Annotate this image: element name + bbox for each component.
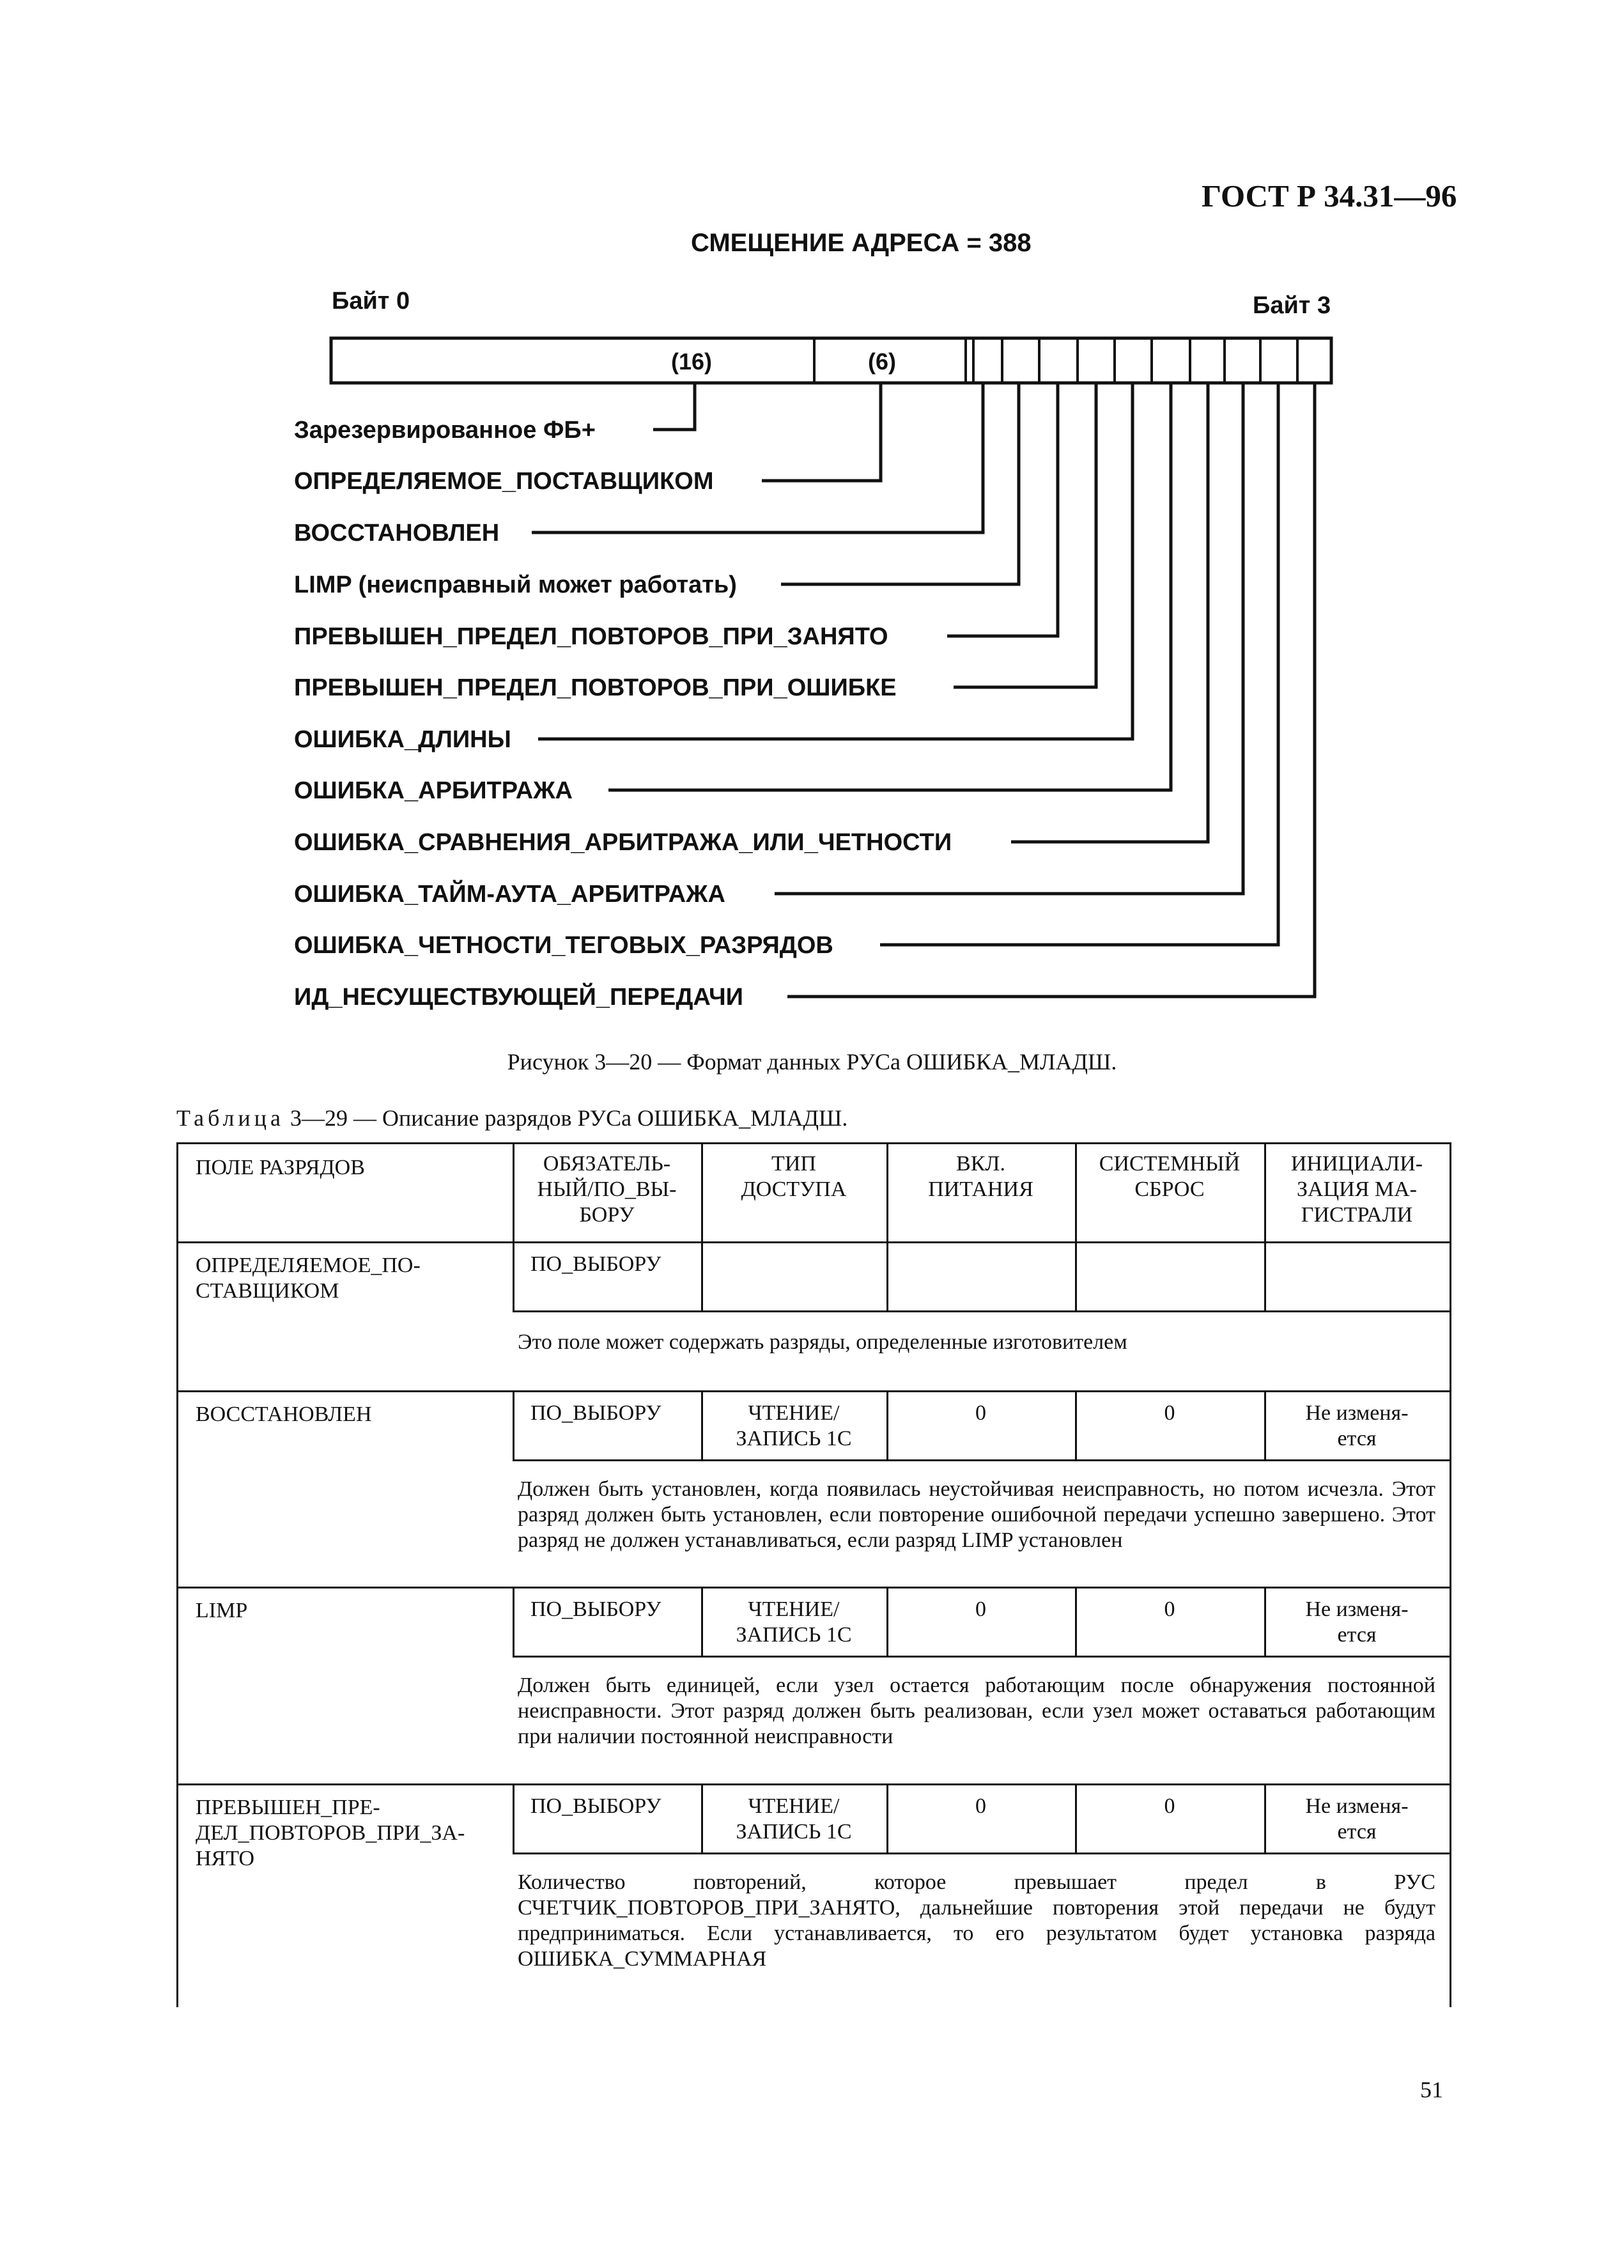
table-rule: [1450, 1142, 1451, 1241]
table-rule: [886, 1241, 888, 1310]
row-required: ПО_ВЫБОРУ: [530, 1597, 661, 1621]
leader-line: [954, 383, 1096, 687]
table-rule: [513, 1852, 1450, 1854]
row-access-type: ЧТЕНИЕ/ ЗАПИСЬ 1С: [736, 1597, 852, 1647]
document-code: ГОСТ Р 34.31—96: [1202, 178, 1457, 214]
table-rule: [513, 1310, 1450, 1312]
table-rule: [176, 1241, 178, 1390]
byte-0-label: Байт 0: [332, 288, 410, 315]
leader-line: [653, 383, 695, 430]
table-rule: [176, 1142, 178, 1241]
leader-line: [947, 383, 1058, 636]
figure-title: СМЕЩЕНИЕ АДРЕСА = 388: [691, 229, 1032, 257]
table-rule: [701, 1241, 703, 1310]
leader-line: [532, 383, 983, 532]
table-rule: [176, 1390, 178, 1587]
row-field-name: ОПРЕДЕЛЯЕМОЕ_ПО- СТАВЩИКОМ: [196, 1254, 421, 1303]
table-caption-word: Таблица: [176, 1105, 284, 1131]
row-power-on: 0: [975, 1794, 986, 1818]
table-rule: [176, 1142, 1450, 1144]
table-rule: [513, 1783, 514, 1852]
header-required: ОБЯЗАТЕЛЬ- НЫЙ/ПО_ВЫ- БОРУ: [537, 1152, 677, 1227]
row-system-reset: 0: [1164, 1794, 1175, 1818]
row-description: Это поле может содержать разряды, определенные изготовителем: [518, 1330, 1127, 1354]
row-system-reset: 0: [1164, 1597, 1175, 1621]
register-box: [331, 338, 1331, 383]
field-label: ОШИБКА_ДЛИНЫ: [294, 726, 511, 753]
row-description: Должен быть единицей, если узел остается работающим после обнаружения постоянной неисправности. Этот разряд должен быть реализован, если узел может оставаться работающим при наличии постоянной неисправности: [518, 1674, 1435, 1748]
table-rule: [513, 1459, 1450, 1461]
field-label: ВОССТАНОВЛЕН: [294, 520, 500, 547]
table-rule: [1450, 1390, 1451, 1459]
table-rule: [513, 1656, 1450, 1658]
row-system-reset: 0: [1164, 1401, 1175, 1425]
table-rule: [176, 1587, 1450, 1588]
header-power: ВКЛ. ПИТАНИЯ: [928, 1152, 1033, 1201]
header-reset: СИСТЕМНЫЙ СБРОС: [1099, 1152, 1241, 1201]
field-label: ПРЕВЫШЕН_ПРЕДЕЛ_ПОВТОРОВ_ПРИ_ЗАНЯТО: [294, 623, 888, 650]
row-field-name: LIMP: [196, 1599, 248, 1622]
field-label: ОШИБКА_ЧЕТНОСТИ_ТЕГОВЫХ_РАЗРЯДОВ: [294, 932, 833, 959]
field-label: ОШИБКА_ТАЙМ-АУТА_АРБИТРАЖА: [294, 881, 725, 908]
field-label: LIMP (неисправный может работать): [294, 571, 737, 598]
figure-caption: Рисунок 3—20 — Формат данных РУСа ОШИБКА_МЛАДШ.: [507, 1049, 1117, 1075]
field-label: ОПРЕДЕЛЯЕМОЕ_ПОСТАВЩИКОМ: [294, 468, 714, 495]
field-width-16: (16): [671, 348, 713, 375]
row-field-name: ВОССТАНОВЛЕН: [196, 1402, 372, 1426]
table-rule: [176, 1783, 1450, 1785]
field-label: ОШИБКА_СРАВНЕНИЯ_АРБИТРАЖА_ИЛИ_ЧЕТНОСТИ: [294, 829, 952, 856]
row-power-on: 0: [975, 1597, 986, 1621]
table-rule: [1450, 1241, 1451, 1310]
header-bus-init: ИНИЦИАЛИ- ЗАЦИЯ МА- ГИСТРАЛИ: [1290, 1152, 1423, 1227]
table-rule: [176, 1241, 1450, 1243]
table-rule: [176, 1390, 1450, 1392]
table-caption: [176, 1105, 847, 1131]
table-rule: [1450, 1587, 1451, 1656]
table-rule: [513, 1587, 514, 1656]
field-label: ИД_НЕСУЩЕСТВУЮЩЕЙ_ПЕРЕДАЧИ: [294, 984, 743, 1011]
table-rule: [513, 1390, 514, 1459]
field-width-6: (6): [868, 348, 896, 375]
register-format-diagram: [0, 0, 1624, 1036]
table-rule: [176, 1587, 178, 1783]
row-required: ПО_ВЫБОРУ: [530, 1401, 661, 1425]
header-access: ТИП ДОСТУПА: [741, 1152, 847, 1201]
leader-line: [880, 383, 1278, 945]
row-required: ПО_ВЫБОРУ: [530, 1794, 661, 1818]
row-power-on: 0: [975, 1401, 986, 1425]
row-bus-init: Не изменя- ется: [1305, 1794, 1409, 1844]
row-required: ПО_ВЫБОРУ: [530, 1252, 661, 1276]
table-rule: [513, 1241, 514, 1310]
page-number: 51: [1420, 2077, 1443, 2102]
row-access-type: ЧТЕНИЕ/ ЗАПИСЬ 1С: [736, 1794, 852, 1844]
row-field-name: ПРЕВЫШЕН_ПРЕ- ДЕЛ_ПОВТОРОВ_ПРИ_ЗА- НЯТО: [196, 1796, 465, 1870]
table-rule: [1450, 1783, 1451, 1852]
field-label: ПРЕВЫШЕН_ПРЕДЕЛ_ПОВТОРОВ_ПРИ_ОШИБКЕ: [294, 674, 897, 701]
byte-3-label: Байт 3: [1253, 292, 1331, 319]
row-description: Количество повторений, которое превышает предел в РУС СЧЕТЧИК_ПОВТОРОВ_ПРИ_ЗАНЯТО, дальнейшие повторения этой передачи не будут предприниматься. Если устанавливается, то его результатом будет установка разряда ОШИБКА_СУММАРНАЯ: [518, 1870, 1435, 1971]
field-label: ОШИБКА_АРБИТРАЖА: [294, 777, 573, 804]
row-access-type: ЧТЕНИЕ/ ЗАПИСЬ 1С: [736, 1401, 852, 1450]
table-rule: [1075, 1241, 1077, 1310]
leader-line: [762, 383, 881, 481]
row-description: Должен быть установлен, когда появилась неустойчивая неисправность, но потом исчезла. Этот разряд должен быть установлен, если повторение ошибочной передачи успешно завершено. Этот разряд не должен устанавливаться, если разряд LIMP установлен: [518, 1477, 1435, 1552]
row-bus-init: Не изменя- ется: [1305, 1401, 1409, 1450]
header-field: ПОЛЕ РАЗРЯДОВ: [196, 1156, 365, 1179]
table-caption-text: 3—29 — Описание разрядов РУСа ОШИБКА_МЛАДШ.: [290, 1105, 848, 1131]
field-label: Зарезервированное ФБ+: [294, 417, 596, 444]
table-rule: [1264, 1241, 1266, 1310]
table-rule: [176, 1783, 178, 2007]
leader-line: [1011, 383, 1208, 842]
row-bus-init: Не изменя- ется: [1305, 1597, 1409, 1647]
